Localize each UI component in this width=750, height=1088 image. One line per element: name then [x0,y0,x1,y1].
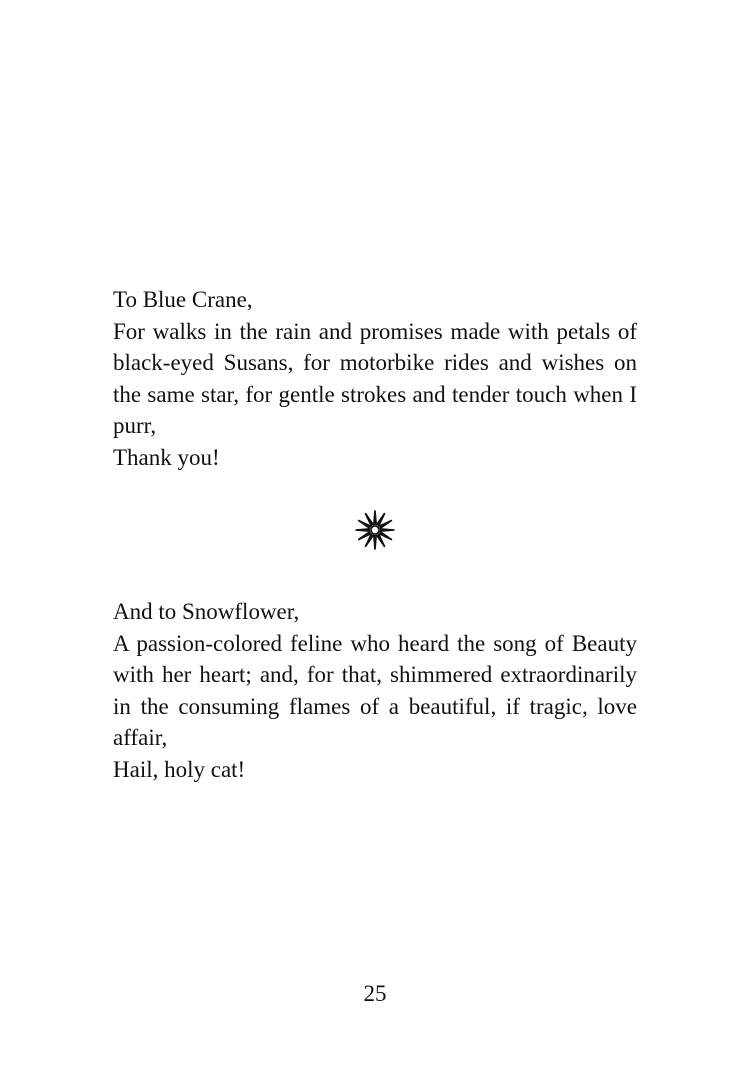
dedication-snowflower [113,596,637,785]
dedication-salutation: And to Snowflower, [113,599,300,624]
dedication-closing: Thank you! [113,444,220,470]
dedication-body: A passion-colored feline who heard the song of Beauty with her heart; and, for that, shimmered extraordinarily in the consuming flames of a beautiful, if tragic, love affair, [113,630,637,750]
dedication-closing: Hail, holy cat! [113,756,246,782]
dedication-blue-crane [113,284,637,473]
ornament-center [371,526,379,534]
dedication-body: For walks in the rain and promises made with petals of black-eyed Susans, for motorbike rides and wishes on the same star, for gentle strokes and tender touch when I purr, [113,318,637,438]
star-flower-ornament-icon [354,509,396,551]
page-number: 25 [363,981,387,1006]
dedication-salutation: To Blue Crane, [113,287,253,312]
